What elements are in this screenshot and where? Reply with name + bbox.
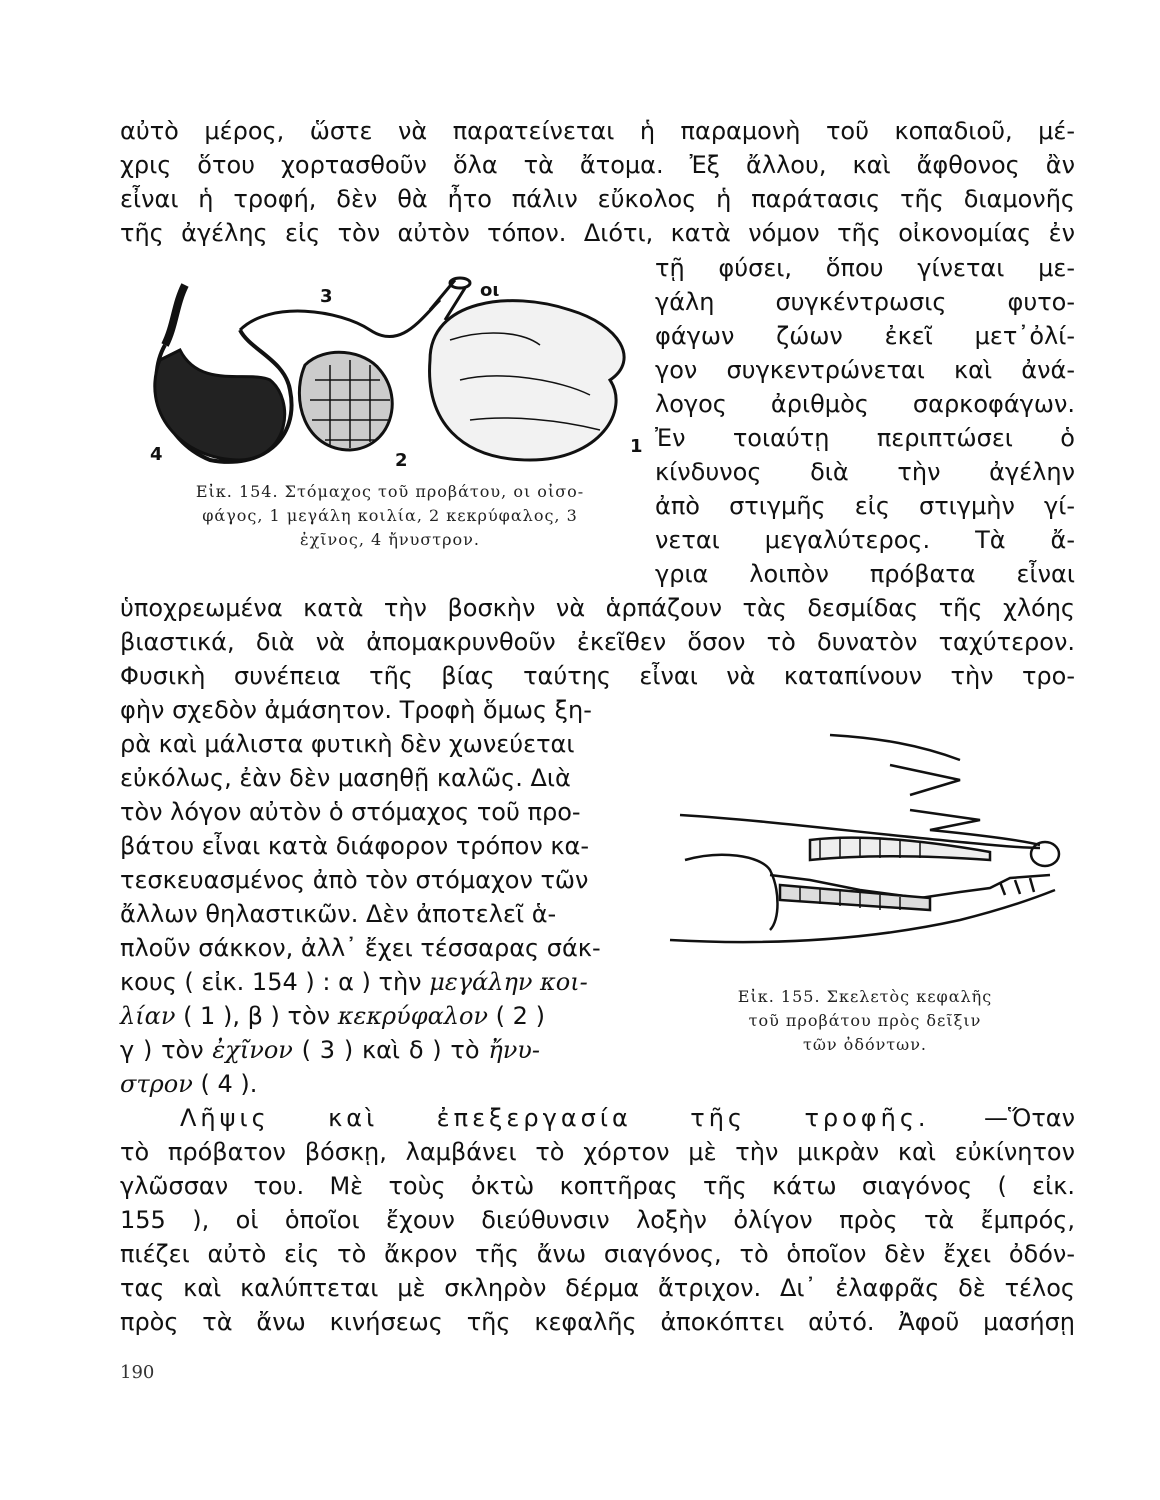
text-line: φάγων ζώων ἐκεῖ μετ᾽ὀλί- [655,322,1075,350]
text-line: ὑποχρεωμένα κατὰ τὴν βοσκὴν νὰ ἁρπάζουν τὰς δεσμίδας τῆς χλόης [120,594,1075,622]
enum-text: ( 3 ) καὶ δ ) τὸ [301,1036,480,1064]
text-line: πιέζει αὐτὸ εἰς τὸ ἄκρον τῆς ἄνω σιαγόνος, τὸ ὁποῖον δὲν ἔχει ὀδόν- [120,1240,1075,1268]
page-number: 190 [120,1362,155,1383]
text-line: τὸ πρόβατον βόσκῃ, λαμβάνει τὸ χόρτον μὲ τὴν μικρὰν καὶ εὐκίνητον [120,1138,1075,1166]
caption-line: τῶν ὀδόντων. [802,1035,928,1054]
text-line: ἀπὸ στιγμῆς εἰς στιγμὴν γί- [655,492,1075,520]
figure-155-caption [660,985,1070,1057]
text-line: χρις ὅτου χορτασθοῦν ὅλα τὰ ἄτομα. Ἐξ ἄλλου, καὶ ἄφθονος ἂν [120,151,1075,179]
text-line: φὴν σχεδὸν ἀμάσητον. Τροφὴ ὅμως ξη- [120,696,592,724]
text-line: γάλη συγκέντρωσις φυτο- [655,288,1075,316]
caption-line: Εἰκ. 155. Σκελετὸς κεφαλῆς [737,987,993,1006]
figure-label: 2 [395,450,408,471]
figure-154-caption [140,480,640,552]
text-line: τὸν λόγον αὐτὸν ὁ στόμαχος τοῦ προ- [120,798,581,826]
enum-text: ( 2 ) [495,1002,545,1030]
text-line: κίνδυνος διὰ τὴν ἀγέλην [655,458,1075,486]
enum-term: λίαν [120,1002,176,1030]
figure-label: 1 [630,436,643,457]
text-line: Ἐν τοιαύτῃ περιπτώσει ὁ [655,424,1075,452]
text-line: τῇ φύσει, ὅπου γίνεται με- [655,254,1075,282]
caption-line: ἐχῖνος, 4 ἤνυστρον. [300,530,480,549]
text-line: εἶναι ἡ τροφή, δὲν θὰ ἦτο πάλιν εὔκολος ἡ παράτασις τῆς διαμονῆς [120,185,1075,213]
caption-line: φάγος, 1 μεγάλη κοιλία, 2 κεκρύφαλος, 3 [202,506,578,525]
text-line: ρὰ καὶ μάλιστα φυτικὴ δὲν χωνεύεται [120,730,575,758]
text-line: Φυσικὴ συνέπεια τῆς βίας ταύτης εἶναι νὰ καταπίνουν τὴν τρο- [120,662,1075,690]
text-line: τας καὶ καλύπτεται μὲ σκληρὸν δέρμα ἄτριχον. Δι᾽ ἐλαφρᾶς δὲ τέλος [120,1274,1075,1302]
figure-155-skull-drawing [660,720,1070,960]
text-line: πρὸς τὰ ἄνω κινήσεως τῆς κεφαλῆς ἀποκόπτει αὐτό. Ἀφοῦ μασήσῃ [120,1308,1075,1336]
text-line: τῆς ἀγέλης εἰς τὸν αὐτὸν τόπον. Διότι, κατὰ νόμον τῆς οἰκονομίας ἐν [120,219,1075,247]
enum-term: ἐχῖνον [212,1036,293,1064]
caption-line: Εἰκ. 154. Στόμαχος τοῦ προβάτου, οι οἰσο- [195,482,585,501]
text-line: γον συγκεντρώνεται καὶ ἀνά- [655,356,1075,384]
text-line [120,1069,540,1100]
enum-text: ( 1 ), β ) τὸν [183,1002,331,1030]
heading-title: Λῆψις καὶ ἐπεξεργασία τῆς τροφῆς. [180,1104,930,1132]
enum-term: ἤνυ- [488,1036,540,1064]
text-line: 155 ), οἱ ὁποῖοι ἔχουν διεύθυνσιν λοξὴν ὀλίγον πρὸς τὰ ἔμπρός, [120,1206,1075,1234]
text-line [120,967,588,998]
text-line: νεται μεγαλύτερος. Τὰ ἄ- [655,526,1075,554]
enum-term: κεκρύφαλον [337,1002,489,1030]
text-line [120,1001,545,1032]
figure-label: οι [480,280,500,301]
text-line: αὐτὸ μέρος, ὥστε νὰ παρατείνεται ἡ παραμονὴ τοῦ κοπαδιοῦ, μέ- [120,117,1075,145]
text-line: γλῶσσαν του. Μὲ τοὺς ὀκτὼ κοπτῆρας τῆς κάτω σιαγόνος ( εἰκ. [120,1172,1075,1200]
text-line: τεσκευασμένος ἀπὸ τὸν στόμαχον τῶν [120,866,589,894]
text-line [120,1035,540,1066]
text-line: εὐκόλως, ἐὰν δὲν μασηθῇ καλῶς. Διὰ [120,764,571,792]
figure-154-stomach-drawing [140,270,643,471]
caption-line: τοῦ προβάτου πρὸς δεῖξιν [748,1011,982,1030]
enum-text: γ ) τὸν [120,1036,204,1064]
enum-text: κους ( εἰκ. 154 ) : α ) τὴν [120,968,422,996]
text-line: γρια λοιπὸν πρόβατα εἶναι [655,560,1075,588]
enum-text: ( 4 ). [200,1070,258,1098]
text-line: πλοῦν σάκκον, ἀλλ᾽ ἔχει τέσσαρας σάκ- [120,934,601,962]
text-line: λογος ἀριθμὸς σαρκοφάγων. [655,390,1075,418]
heading-rest: —Ὅταν [984,1104,1075,1132]
figure-label: 3 [320,286,333,307]
section-heading [180,1103,1075,1134]
text-line: βάτου εἶναι κατὰ διάφορον τρόπον κα- [120,832,589,860]
enum-term: μεγάλην κοι- [429,968,588,996]
text-line: ἄλλων θηλαστικῶν. Δὲν ἀποτελεῖ ἁ- [120,900,557,928]
enum-term: στρον [120,1070,193,1098]
figure-label: 4 [150,444,163,465]
text-line: βιαστικά, διὰ νὰ ἀπομακρυνθοῦν ἐκεῖθεν ὅσον τὸ δυνατὸν ταχύτερον. [120,628,1075,656]
